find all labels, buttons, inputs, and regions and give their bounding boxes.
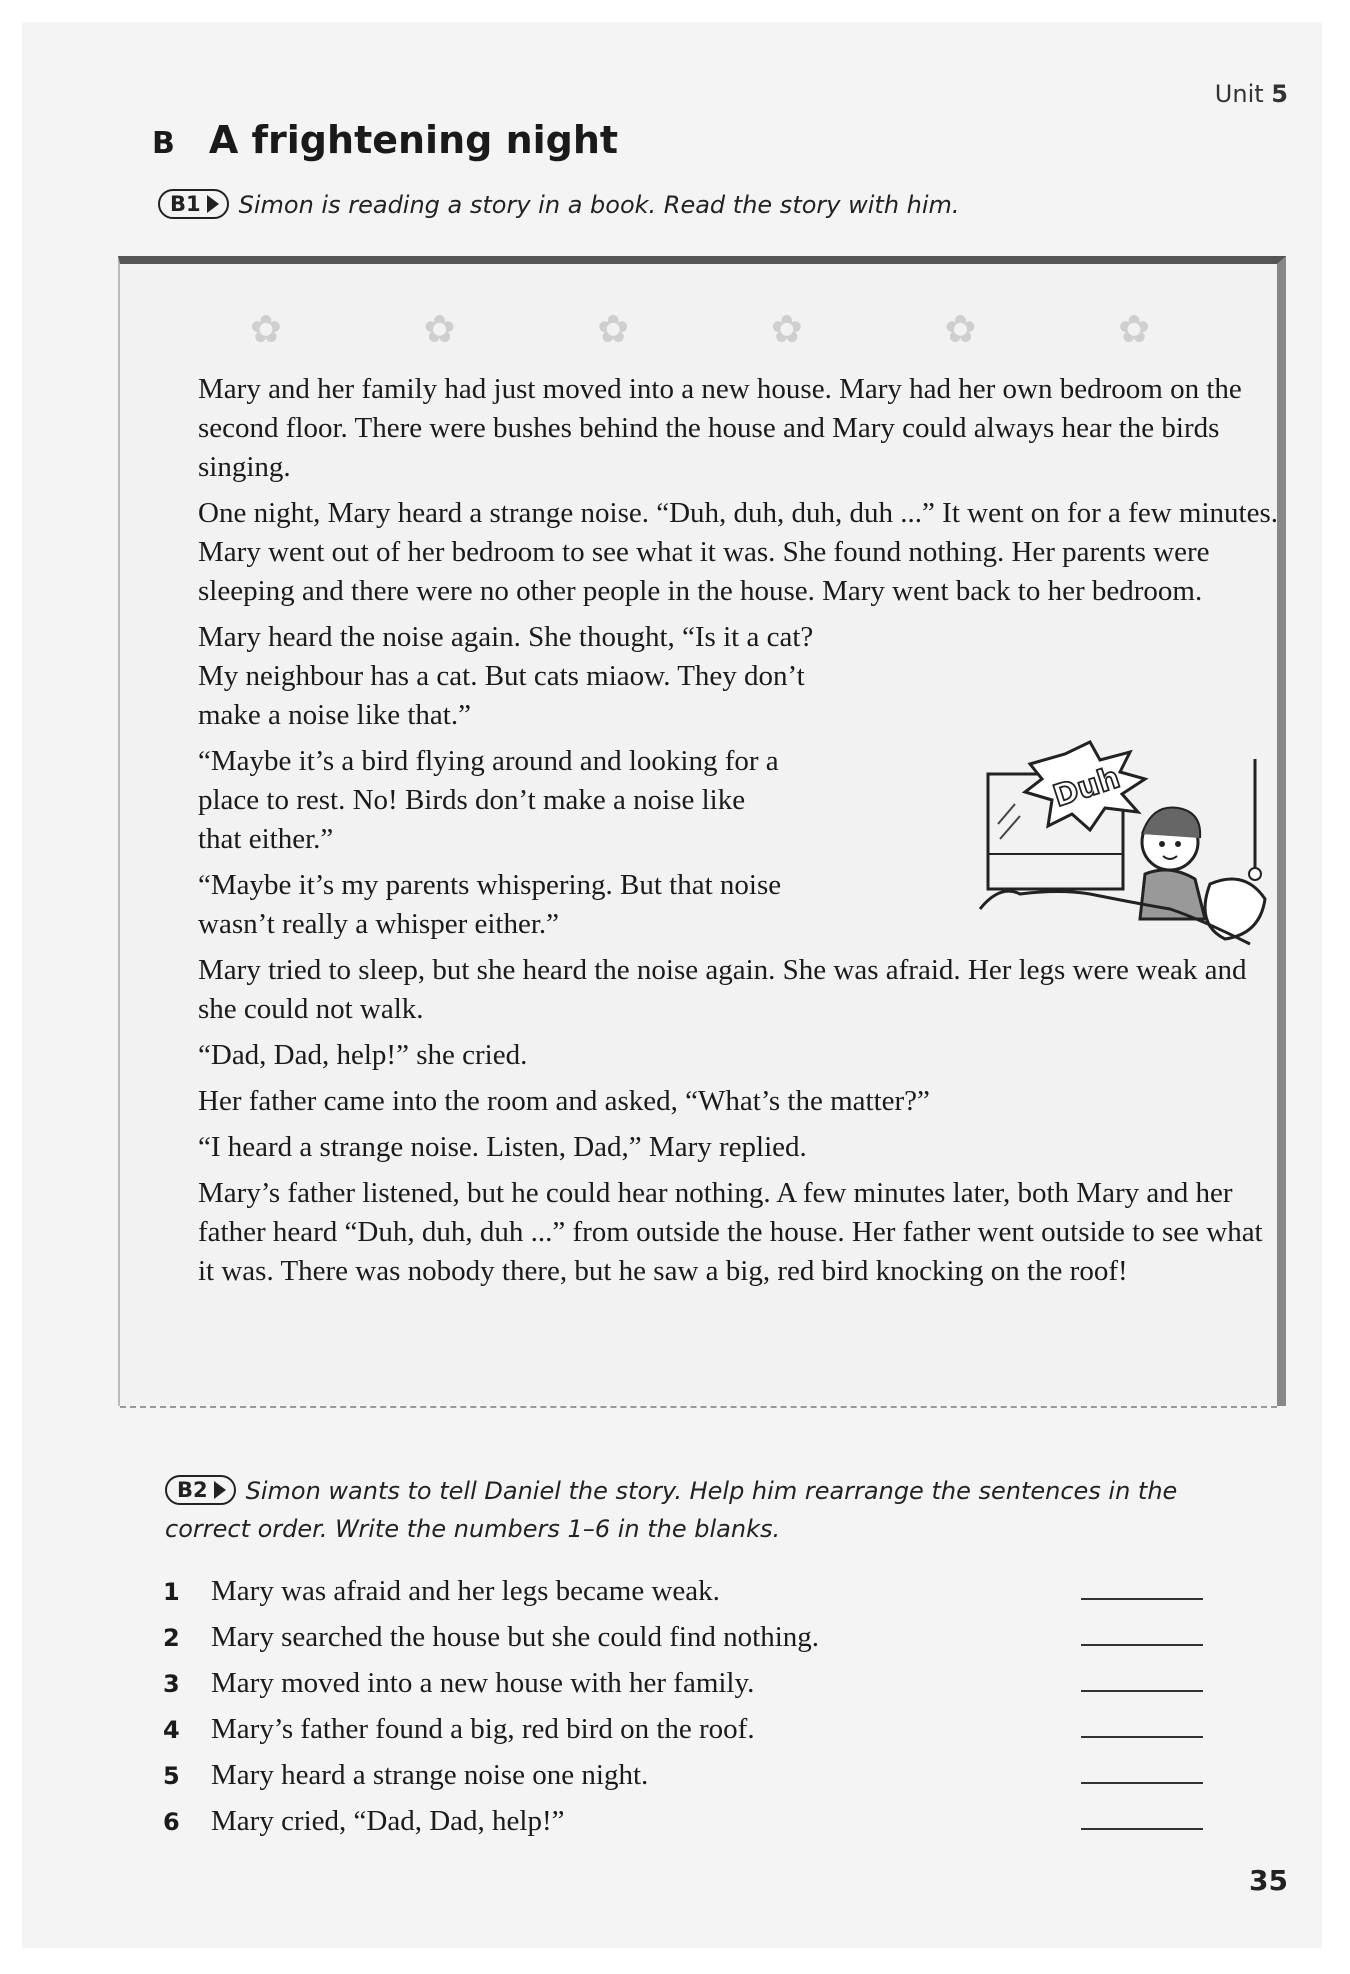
answer-blank[interactable]	[1081, 1664, 1203, 1692]
story-illustration	[970, 734, 1280, 954]
unit-label: Unit 5	[1214, 80, 1288, 108]
item-text: Mary moved into a new house with her family.	[211, 1667, 755, 1699]
item-number: 1	[163, 1578, 180, 1606]
story-paragraph: Mary tried to sleep, but she heard the noise again. She was afraid. Her legs were weak and she could not walk.	[198, 954, 1247, 1025]
b1-instruction	[158, 186, 960, 224]
section-title	[152, 118, 618, 162]
item-number: 3	[163, 1670, 180, 1698]
item-text: Mary searched the house but she could find nothing.	[211, 1621, 820, 1653]
story-paragraph: One night, Mary heard a strange noise. “Duh, duh, duh, duh ...” It went on for a few minutes. Mary went out of her bedroom to see what it was. She found nothing. Her parents were sleeping and there were no other people in the house. Mary went back to her bedroom.	[198, 497, 1278, 607]
item-number: 6	[163, 1808, 180, 1836]
flower-icon: ✿	[597, 307, 630, 351]
story-paragraph: “I heard a strange noise. Listen, Dad,” Mary replied.	[198, 1131, 807, 1163]
story-paragraph: “Maybe it’s a bird flying around and looking for a place to rest. No! Birds don’t make a noise like that either.”	[198, 745, 779, 855]
flower-icon: ✿	[770, 307, 803, 351]
flower-icon: ✿	[1118, 307, 1150, 351]
section-letter: B	[152, 126, 175, 161]
play-icon	[214, 1481, 226, 1499]
list-item	[163, 1756, 1203, 1802]
b1-instruction-text: Simon is reading a story in a book. Read the story with him.	[238, 191, 960, 219]
item-text: Mary was afraid and her legs became weak.	[211, 1575, 720, 1607]
item-number: 4	[163, 1716, 180, 1744]
story-box	[118, 256, 1286, 1406]
page-number: 35	[1249, 1864, 1288, 1897]
story-paragraph: “Maybe it’s my parents whispering. But that noise wasn’t really a whisper either.”	[198, 869, 782, 940]
answer-blank[interactable]	[1081, 1710, 1203, 1738]
story-paragraph: Mary’s father listened, but he could hear nothing. A few minutes later, both Mary and her father heard “Duh, duh, duh ...” from outside the house. Her father went outside to see what it was. There was nobody there, but he saw a big, red bird knocking on the roof!	[198, 1177, 1263, 1287]
list-item	[163, 1664, 1203, 1710]
flower-icon: ✿	[250, 307, 282, 351]
story-paragraph: “Dad, Dad, help!” she cried.	[198, 1039, 528, 1071]
sentence-list	[163, 1572, 1203, 1848]
list-item	[163, 1802, 1203, 1848]
item-text: Mary’s father found a big, red bird on the roof.	[211, 1713, 755, 1745]
b1-audio-badge[interactable]: B1	[158, 189, 229, 219]
list-item	[163, 1710, 1203, 1756]
answer-blank[interactable]	[1081, 1756, 1203, 1784]
b2-instruction-text: Simon wants to tell Daniel the story. Help him rearrange the sentences in the correct order. Write the numbers 1–6 in the blanks.	[165, 1477, 1178, 1543]
item-text: Mary heard a strange noise one night.	[211, 1759, 649, 1791]
flower-icon: ✿	[944, 307, 977, 351]
answer-blank[interactable]	[1081, 1618, 1203, 1646]
list-item	[163, 1618, 1203, 1664]
answer-blank[interactable]	[1081, 1802, 1203, 1830]
b2-audio-badge[interactable]: B2	[165, 1475, 236, 1505]
item-number: 2	[163, 1624, 180, 1652]
section-heading: A frightening night	[208, 118, 619, 162]
item-number: 5	[163, 1762, 180, 1790]
play-icon	[207, 195, 219, 213]
answer-blank[interactable]	[1081, 1572, 1203, 1600]
story-paragraph: Her father came into the room and asked, “What’s the matter?”	[198, 1085, 930, 1117]
flower-icon: ✿	[423, 307, 456, 351]
b2-instruction	[165, 1472, 1245, 1548]
item-text: Mary cried, “Dad, Dad, help!”	[211, 1805, 565, 1837]
story-paragraph: Mary heard the noise again. She thought, “Is it a cat? My neighbour has a cat. But cats miaow. They don’t make a noise like that.”	[198, 621, 814, 731]
flower-border	[250, 307, 1150, 351]
list-item	[163, 1572, 1203, 1618]
story-paragraph: Mary and her family had just moved into a new house. Mary had her own bedroom on the second floor. There were bushes behind the house and Mary could always hear the birds singing.	[198, 373, 1242, 483]
duh-sound-text: Duh	[1049, 760, 1125, 815]
